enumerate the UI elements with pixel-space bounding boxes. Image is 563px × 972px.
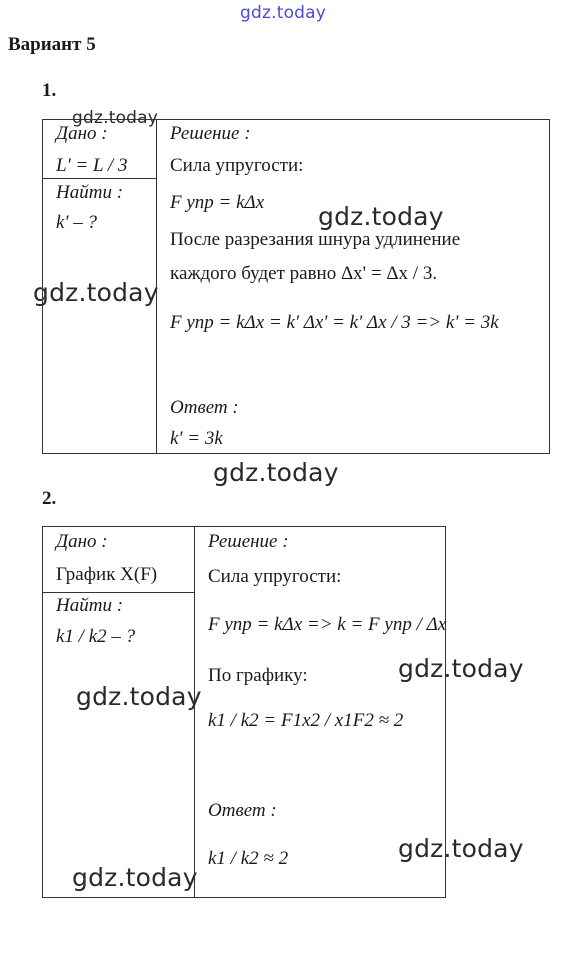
given-label: Дано : bbox=[56, 123, 108, 144]
given-value: L' = L / 3 bbox=[56, 155, 128, 176]
watermark: gdz.today bbox=[398, 654, 524, 683]
formula: F упр = kΔx = k' Δx' = k' Δx / 3 => k' = 3k bbox=[170, 312, 499, 333]
problem-number: 2. bbox=[42, 488, 57, 509]
given-label: Дано : bbox=[56, 531, 108, 552]
find-label: Найти : bbox=[56, 182, 124, 203]
formula: F упр = kΔx => k = F упр / Δx bbox=[208, 614, 447, 635]
watermark: gdz.today bbox=[213, 458, 339, 487]
table-divider bbox=[156, 119, 157, 454]
formula: F упр = kΔx bbox=[170, 192, 265, 213]
solution-label: Решение : bbox=[208, 531, 289, 552]
find-value: k1 / k2 – ? bbox=[56, 626, 136, 647]
answer-label: Ответ : bbox=[208, 800, 277, 821]
solution-line: После разрезания шнура удлинение bbox=[170, 229, 461, 250]
watermark: gdz.today bbox=[76, 682, 202, 711]
table-divider bbox=[42, 178, 156, 179]
watermark: gdz.today bbox=[72, 108, 159, 128]
watermark: gdz.today bbox=[33, 278, 159, 307]
page-title: Вариант 5 bbox=[8, 34, 96, 55]
table-divider bbox=[42, 592, 194, 593]
find-value: k' – ? bbox=[56, 212, 97, 233]
watermark: gdz.today bbox=[72, 863, 198, 892]
problem-number: 1. bbox=[42, 80, 57, 101]
solution-line: По графику: bbox=[208, 665, 308, 686]
given-value: График X(F) bbox=[56, 564, 158, 585]
table-divider bbox=[194, 526, 195, 898]
solution-line: каждого будет равно Δx' = Δx / 3. bbox=[170, 263, 438, 284]
find-label: Найти : bbox=[56, 595, 124, 616]
formula: k1 / k2 = F1x2 / x1F2 ≈ 2 bbox=[208, 710, 404, 731]
answer-label: Ответ : bbox=[170, 397, 239, 418]
answer: k' = 3k bbox=[170, 428, 223, 449]
solution-line: Сила упругости: bbox=[208, 566, 342, 587]
watermark: gdz.today bbox=[318, 202, 444, 231]
answer: k1 / k2 ≈ 2 bbox=[208, 848, 289, 869]
watermark: gdz.today bbox=[398, 834, 524, 863]
watermark-top: gdz.today bbox=[240, 3, 327, 23]
solution-label: Решение : bbox=[170, 123, 251, 144]
solution-line: Сила упругости: bbox=[170, 155, 304, 176]
